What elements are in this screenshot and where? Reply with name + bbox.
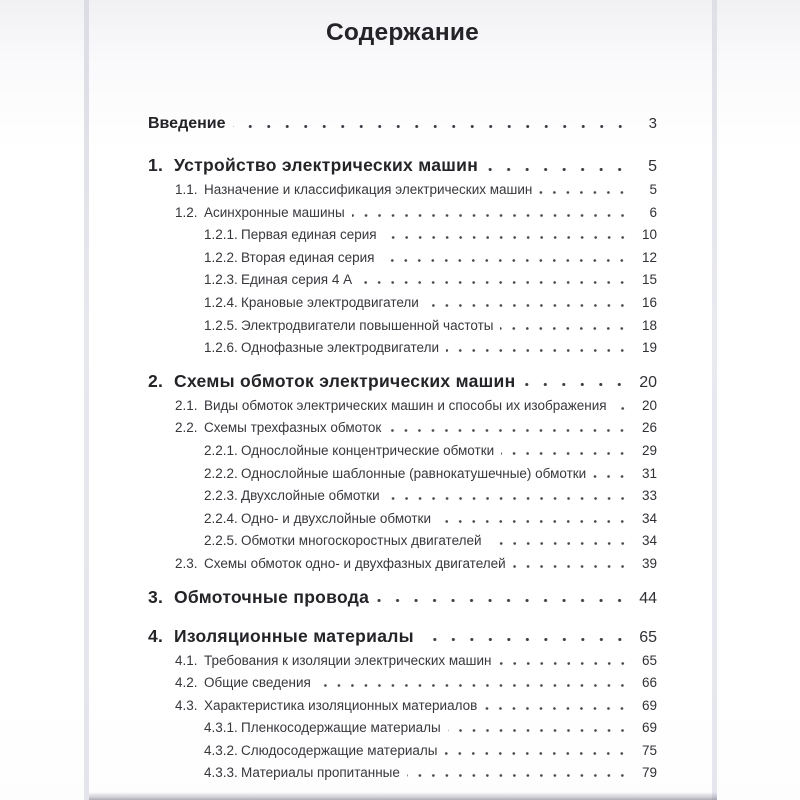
toc-entry-page: 33 (641, 488, 657, 504)
toc-entry (148, 179, 657, 202)
dot-leader (539, 191, 629, 194)
dot-leader (501, 452, 629, 455)
toc-entry-page: 69 (641, 720, 657, 736)
dot-leader (388, 429, 629, 432)
toc-entry-page: 75 (641, 742, 657, 758)
toc-entry (148, 315, 657, 338)
toc-entry (148, 650, 657, 673)
toc-entry-label: Однослойные концентрические обмотки (241, 442, 495, 458)
dot-leader (407, 774, 629, 777)
toc-entry-page: 3 (648, 115, 657, 132)
toc-entry-page: 39 (641, 555, 657, 571)
toc-entry-label: Изоляционные материалы (174, 625, 414, 646)
toc-entry-page: 20 (639, 373, 657, 391)
toc-entry-label: Двухслойные обмотки (241, 488, 380, 504)
toc-entry (148, 269, 657, 292)
toc-entry-label: Крановые электродвигатели (241, 294, 419, 310)
toc-entry-page: 26 (641, 420, 657, 436)
toc-entry-page: 65 (641, 652, 657, 668)
toc-entry-label: Введение (148, 115, 226, 132)
toc-entry-label: Вторая единая серия (241, 249, 375, 265)
toc-entry-number: 2.3. (175, 555, 198, 571)
dot-leader (614, 407, 629, 410)
toc-entry (148, 368, 657, 395)
toc-entry-page: 31 (641, 465, 657, 481)
toc-entry (148, 695, 657, 718)
dot-leader (426, 304, 629, 307)
toc-entry-label: Обмоточные провода (174, 586, 370, 607)
dot-leader (489, 542, 629, 545)
toc-entry-label: Однофазные электродвигатели (241, 340, 439, 356)
toc-entry-number: 1.2. (175, 204, 198, 220)
toc-entry-number: 2.2.2. (204, 465, 238, 481)
toc-entry (148, 508, 657, 531)
toc-entry (148, 292, 657, 315)
toc-entry-number: 2.2.4. (204, 510, 238, 526)
toc-entry-number: 4.3. (175, 697, 198, 713)
toc-entry (148, 463, 657, 486)
dot-leader (376, 599, 629, 603)
toc-entry-page: 66 (641, 675, 657, 691)
toc-entry (148, 417, 657, 440)
toc-entry-page: 20 (641, 397, 657, 413)
toc-entry-number: 1.2.5. (204, 317, 238, 333)
toc-entry-page: 5 (649, 182, 657, 197)
toc-entry-number: 4.3.1. (204, 720, 238, 736)
dot-leader (444, 752, 629, 755)
dot-leader (352, 214, 629, 217)
toc-entry (148, 152, 657, 179)
toc-entry-label: Одно- и двухслойные обмотки (241, 510, 431, 526)
toc-entry-label: Виды обмоток электрических машин и способы их изображения (204, 397, 607, 413)
toc-entry-number: 2.2.5. (204, 533, 238, 549)
dot-leader (522, 383, 629, 387)
toc-entry-page: 5 (648, 158, 657, 175)
dot-leader (381, 259, 629, 262)
toc-entry-page: 34 (641, 533, 657, 549)
toc-entry (148, 485, 657, 508)
dot-leader (485, 167, 629, 171)
toc-entry-number: 4.2. (175, 675, 198, 691)
dot-leader (233, 125, 629, 128)
toc-entry (148, 337, 657, 360)
toc-entry (148, 717, 657, 740)
toc-entry-number: 3. (148, 586, 164, 607)
toc-entry-page: 65 (639, 628, 657, 646)
toc-entry-page: 16 (641, 294, 657, 310)
toc-entry-number: 1.2.1. (204, 227, 238, 243)
toc-entry-page: 18 (641, 317, 657, 333)
toc-entry-label: Требования к изоляции электрических машин (204, 652, 492, 668)
toc-entry-page: 69 (641, 697, 657, 713)
toc-entry (148, 247, 657, 270)
dot-leader (446, 349, 629, 352)
toc-entry-page: 19 (641, 340, 657, 356)
toc-entry-page: 34 (641, 510, 657, 526)
toc-entry (148, 395, 657, 418)
toc-entry-number: 2.2.3. (204, 488, 238, 504)
toc-entry (148, 530, 657, 553)
dot-leader (384, 236, 629, 239)
toc-entry-number: 4.3.2. (204, 742, 238, 758)
page-title: Содержание (326, 19, 479, 46)
toc-entry-number: 2.2.1. (204, 442, 238, 458)
toc-entry-page: 15 (641, 272, 657, 288)
toc-entry (148, 672, 657, 695)
toc-entry-number: 4. (148, 625, 164, 646)
toc-entry-label: Электродвигатели повышенной частоты (241, 317, 494, 333)
toc-entry-page: 10 (641, 227, 657, 243)
toc-entry-label: Обмотки многоскоростных двигателей (241, 533, 482, 549)
dot-leader (484, 707, 629, 710)
toc-entry-number: 1.2.4. (204, 294, 238, 310)
toc-entry-label: Назначение и классификация электрических машин (204, 182, 533, 197)
page-left-edge (84, 0, 89, 800)
toc-entry-label: Пленкосодержащие материалы (241, 720, 441, 736)
toc-entry (148, 740, 657, 763)
toc-entry-number: 1.2.3. (204, 272, 238, 288)
toc-entry-number: 2.1. (175, 397, 198, 413)
toc-entry-label: Устройство электрических машин (174, 155, 479, 175)
dot-leader (318, 684, 629, 687)
toc-entry (148, 553, 657, 576)
toc-entry (148, 440, 657, 463)
toc-entry-number: 1. (148, 155, 164, 175)
page-bottom-edge-shadow (89, 792, 717, 800)
toc-entry-label: Общие сведения (204, 675, 311, 691)
toc-entry-number: 2. (148, 370, 164, 391)
toc-entry-number: 1.1. (175, 182, 198, 197)
toc-entry-page: 44 (639, 589, 657, 607)
toc-entry (148, 202, 657, 225)
toc-entry-label: Единая серия 4 А (241, 272, 353, 288)
toc-entry-label: Асинхронные машины (204, 204, 345, 220)
dot-leader (359, 281, 629, 284)
dot-leader (593, 475, 629, 478)
dot-leader (387, 497, 629, 500)
toc-entry-number: 2.2. (175, 420, 198, 436)
toc-entry-label: Материалы пропитанные (241, 765, 400, 781)
toc-entry-page: 12 (641, 249, 657, 265)
dot-leader (448, 729, 629, 732)
toc-entry-number: 4.3.3. (204, 765, 238, 781)
toc-entry (148, 224, 657, 247)
toc-entry (148, 584, 657, 611)
toc-entry-label: Характеристика изоляционных материалов (204, 697, 478, 713)
dot-leader (421, 638, 629, 642)
dot-leader (513, 565, 629, 568)
toc-entry-page: 79 (641, 765, 657, 781)
toc-entry-number: 1.2.6. (204, 340, 238, 356)
toc-entry (148, 112, 657, 136)
toc-entry-label: Слюдосодержащие материалы (241, 742, 438, 758)
toc-entry-label: Схемы обмоток электрических машин (174, 370, 516, 391)
table-of-contents (148, 112, 657, 785)
dot-leader (499, 662, 629, 665)
toc-entry-page: 6 (649, 204, 657, 220)
toc-entry-label: Однослойные шаблонные (равнокатушечные) обмотки (241, 465, 587, 481)
toc-entry-number: 1.2.2. (204, 249, 238, 265)
toc-entry (148, 762, 657, 785)
page-content (148, 0, 657, 785)
toc-entry-label: Схемы обмоток одно- и двухфазных двигателей (204, 555, 506, 571)
toc-entry (148, 623, 657, 650)
toc-entry-label: Первая единая серия (241, 227, 377, 243)
dot-leader (438, 520, 629, 523)
toc-entry-number: 4.1. (175, 652, 198, 668)
page-right-edge (712, 0, 717, 800)
toc-entry-label: Схемы трехфазных обмоток (204, 420, 382, 436)
dot-leader (500, 327, 629, 330)
toc-entry-page: 29 (641, 442, 657, 458)
